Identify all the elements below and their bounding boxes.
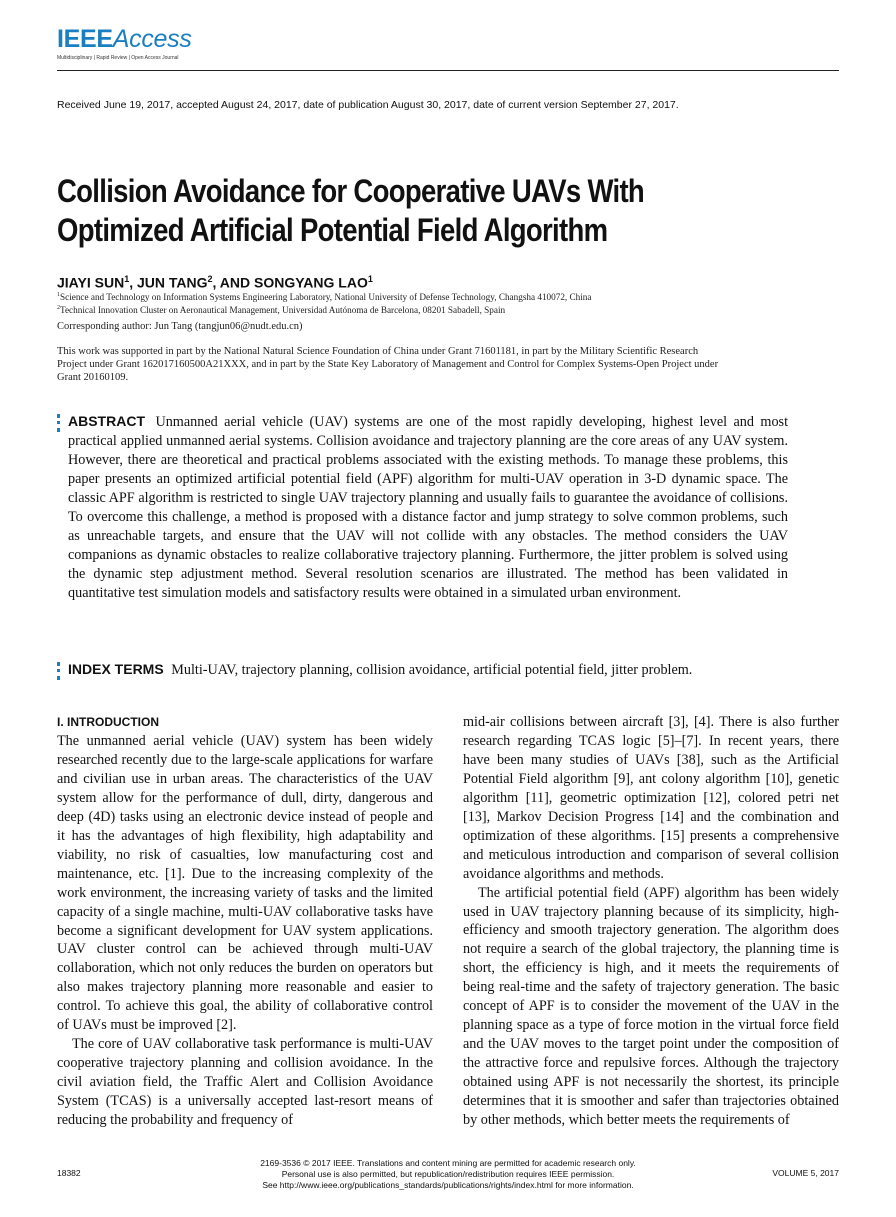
abstract-section xyxy=(57,412,847,637)
abstract-text: Unmanned aerial vehicle (UAV) systems are one of the most rapidly developing, highest level and most practical applied unmanned aerial systems. Collision avoidance and trajectory planning are the core areas of any UAV system. However, there are theoretical and practical problems associated with the existing methods. To manage these problems, this paper presents an optimized artificial potential field (APF) algorithm for multi-UAV operation in 3-D dynamic space. The classic APF algorithm is restricted to single UAV trajectory planning and usually fails to guarantee the avoidance of collisions. To overcome this challenge, a method is proposed with a distance factor and jump strategy to solve common problems, such as unreachable targets, and ensure that the UAV will not collide with any obstacles. The method considers the UAV companions as dynamic obstacles to realize collaborative trajectory planning. Furthermore, the jitter problem is solved using the dynamic step adjustment method. Several resolution scenarios are illustrated. The method has been validated in quantitative test simulation models and satisfactory results were obtained in a simulated urban environment. xyxy=(68,414,789,601)
logo-tagline: Multidisciplinary | Rapid Review | Open Access Journal xyxy=(57,55,179,61)
affiliation-mark: 2 xyxy=(57,305,60,311)
funding-note: This work was supported in part by the National Natural Science Foundation of China under Grant 71601181, in part by the Military Scientific Research Project under Grant 162017160500A21XXX, and in part by the State Key Laboratory of Management and Control for Complex Systems-Open Project under Grant 20160109. xyxy=(57,346,719,384)
paragraph: The core of UAV collaborative task performance is multi-UAV cooperative trajectory planning and collision avoidance. In the civil aviation field, the Traffic Alert and Collision Avoidance System (TCAS) is a universally accepted last-resort means of reducing the probability and frequency of xyxy=(57,1036,433,1129)
author-affil-mark: 1 xyxy=(124,274,130,284)
title-line: Optimized Artificial Potential Field Algorithm xyxy=(57,212,608,248)
affiliation-text: Science and Technology on Information Systems Engineering Laboratory, National University of Defense Technology, Changsha 410072, China xyxy=(60,292,592,303)
paragraph: The artificial potential field (APF) algorithm has been widely used in UAV trajectory planning because of its simplicity, high-efficiency and smooth trajectory generation. The algorithm does not require a search of the global trajectory, the planning time is short, the efficiency is high, and it meets the requirements of being real-time and the safety of trajectory generation. The basic concept of APF is to consider the movement of the UAV in the planning space as a type of force motion in the virtual force field and the UAV moves to the target point under the composition of the attractive force and repulsive forces. Although the trajectory obtained using APF is not necessarily the shortest, its principle determines that it is smoother and safer than trajectories obtained by other methods, which better meets the requirements of xyxy=(463,884,839,1129)
author-list xyxy=(57,274,373,291)
corresponding-author: Corresponding author: Jun Tang (tangjun06@nudt.edu.cn) xyxy=(57,321,303,332)
index-terms-section xyxy=(57,660,847,682)
abstract-label: ABSTRACT xyxy=(68,413,145,429)
index-terms-body xyxy=(68,660,808,680)
copyright-line: See http://www.ieee.org/publications_standards/publications/rights/index.html for more information. xyxy=(262,1180,634,1190)
right-column xyxy=(463,713,839,1130)
index-terms-label: INDEX TERMS xyxy=(68,661,164,677)
page-number: 18382 xyxy=(57,1168,81,1178)
header-rule xyxy=(57,70,839,71)
abstract-marker xyxy=(57,414,63,432)
volume-label: VOLUME 5, 2017 xyxy=(772,1168,839,1178)
paragraph: mid-air collisions between aircraft [3], [4]. There is also further research regarding TCAS logic [5]–[7]. In recent years, there have been many studies of UAVs [38], such as the Artificial Potential Field algorithm [9], ant colony algorithm [10], genetic algorithm [11], geometric optimization [12], colored petri net [13], Markov Decision Progress [14] and the combination and optimization of these algorithms. [15] presents a comprehensive and meticulous introduction and comparison of several collision avoidance algorithms and methods. xyxy=(463,714,839,882)
copyright-line: Personal use is also permitted, but republication/redistribution requires IEEE permission. xyxy=(281,1169,615,1179)
affiliation-text: Technical Innovation Cluster on Aeronautical Management, Universidad Autónoma de Barcelona, 08201 Sabadell, Spain xyxy=(60,305,506,316)
journal-logo xyxy=(57,26,192,61)
index-terms-marker xyxy=(57,662,63,680)
affiliation xyxy=(57,305,505,315)
logo-access: Access xyxy=(112,25,192,53)
author-name: JIAYI SUN xyxy=(57,274,125,291)
affiliation-mark: 1 xyxy=(57,292,60,298)
title-line: Collision Avoidance for Cooperative UAVs With xyxy=(57,173,645,209)
author-name: , JUN TANG xyxy=(129,274,208,291)
paper-title xyxy=(57,172,736,250)
affiliation xyxy=(57,292,591,302)
section-heading: I. INTRODUCTION xyxy=(57,715,159,729)
received-dates: Received June 19, 2017, accepted August 24, 2017, date of publication August 30, 2017, date of current version September 27, 2017. xyxy=(57,99,679,111)
logo-ieee: IEEE xyxy=(57,25,113,53)
abstract-body xyxy=(68,412,788,603)
left-column xyxy=(57,713,433,1130)
logo-wordmark xyxy=(57,26,192,52)
author-affil-mark: 2 xyxy=(207,274,213,284)
paragraph: The unmanned aerial vehicle (UAV) system has been widely researched recently due to the large-scale applications for warfare and civilian use in urban areas. The characteristics of the UAV system allow for the performance of dull, dirty, dangerous and deep (4D) tasks using an electronic device instead of people and it has the advantages of high flexibility, high adaptability and viability, no risk of casualties, low manufacturing cost and maintenance, etc. [1]. Due to the increasing complexity of the work environment, the increasing variety of tasks and the limited capacity of a single machine, multi-UAV collaborative tasks have become a significant development for UAV system applications. UAV cluster control can be achieved through multi-UAV collaboration, which not only reduces the burden on operators but also makes trajectory planning more reasonable and easier to control. To achieve this goal, the ability of collaborative control of UAVs must be improved [2]. xyxy=(57,733,433,1034)
index-terms-text: Multi-UAV, trajectory planning, collision avoidance, artificial potential field, jitter problem. xyxy=(171,662,693,678)
author-name: , AND SONGYANG LAO xyxy=(212,274,368,291)
copyright-line: 2169-3536 © 2017 IEEE. Translations and content mining are permitted for academic research only. xyxy=(260,1158,636,1168)
author-affil-mark: 1 xyxy=(367,274,373,284)
